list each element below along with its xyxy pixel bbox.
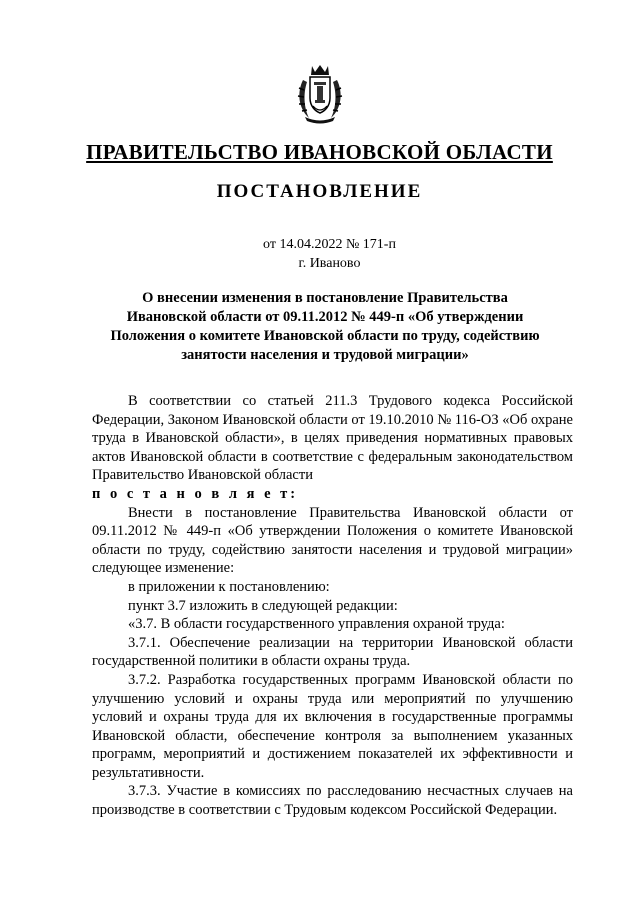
date-number: от 14.04.2022 № 171-п: [263, 237, 396, 252]
paragraph-4: «3.7. В области государственного управления охраной труда:: [128, 616, 505, 633]
decree-line: [92, 485, 573, 504]
paragraph-7: 3.7.3. Участие в комиссиях по расследованию несчастных случаев на производстве в соответствии с Трудовым кодексом Российской Федерации.: [92, 783, 573, 819]
paragraph-1: Внести в постановление Правительства Ивановской области от 09.11.2012 № 449-п «Об утверждении Положения о комитете Ивановской области по труду, содействию занятости населения и трудовой миграции» следующее изменение:: [92, 504, 573, 577]
decree-word: п о с т а н о в л я е т:: [92, 485, 299, 502]
document-subject: О внесении изменения в постановление Правительства Ивановской области от 09.11.2012 № 449-п «Об утверждении Положения о комитете Ивановской области по труду, содействию занятости населения и трудовой миграции»: [110, 290, 540, 363]
document-type: ПОСТАНОВЛЕНИЕ: [216, 181, 423, 202]
paragraph-5: 3.7.1. Обеспечение реализации на территории Ивановской области государственной политики в области охраны труда.: [92, 634, 573, 670]
city: г. Иваново: [298, 256, 361, 271]
government-title: ПРАВИТЕЛЬСТВО ИВАНОВСКОЙ ОБЛАСТИ: [86, 140, 553, 164]
document-body: [92, 392, 573, 820]
paragraph-6: 3.7.2. Разработка государственных программ Ивановской области по улучшению условий и охраны труда или мероприятий по улучшению условий и охраны труда для их включения в государственные программы Ивановской области, обеспечение контроля за выполнением указанных программ, мероприятий и достижением показателей их эффективности и результативности.: [92, 671, 573, 781]
preamble-paragraph: [92, 392, 573, 485]
paragraph-3: пункт 3.7 изложить в следующей редакции:: [128, 597, 398, 614]
coat-of-arms-icon: [295, 62, 345, 124]
paragraph-2: в приложении к постановлению:: [128, 578, 330, 595]
preamble-text: В соответствии со статьей 211.3 Трудового кодекса Российской Федерации, Законом Ивановской области от 19.10.2010 № 116-ОЗ «Об охране труда в Ивановской области», в целях приведения нормативных правовых актов Ивановской области в соответствие с федеральным законодательством Правительство Ивановской области: [92, 393, 573, 484]
